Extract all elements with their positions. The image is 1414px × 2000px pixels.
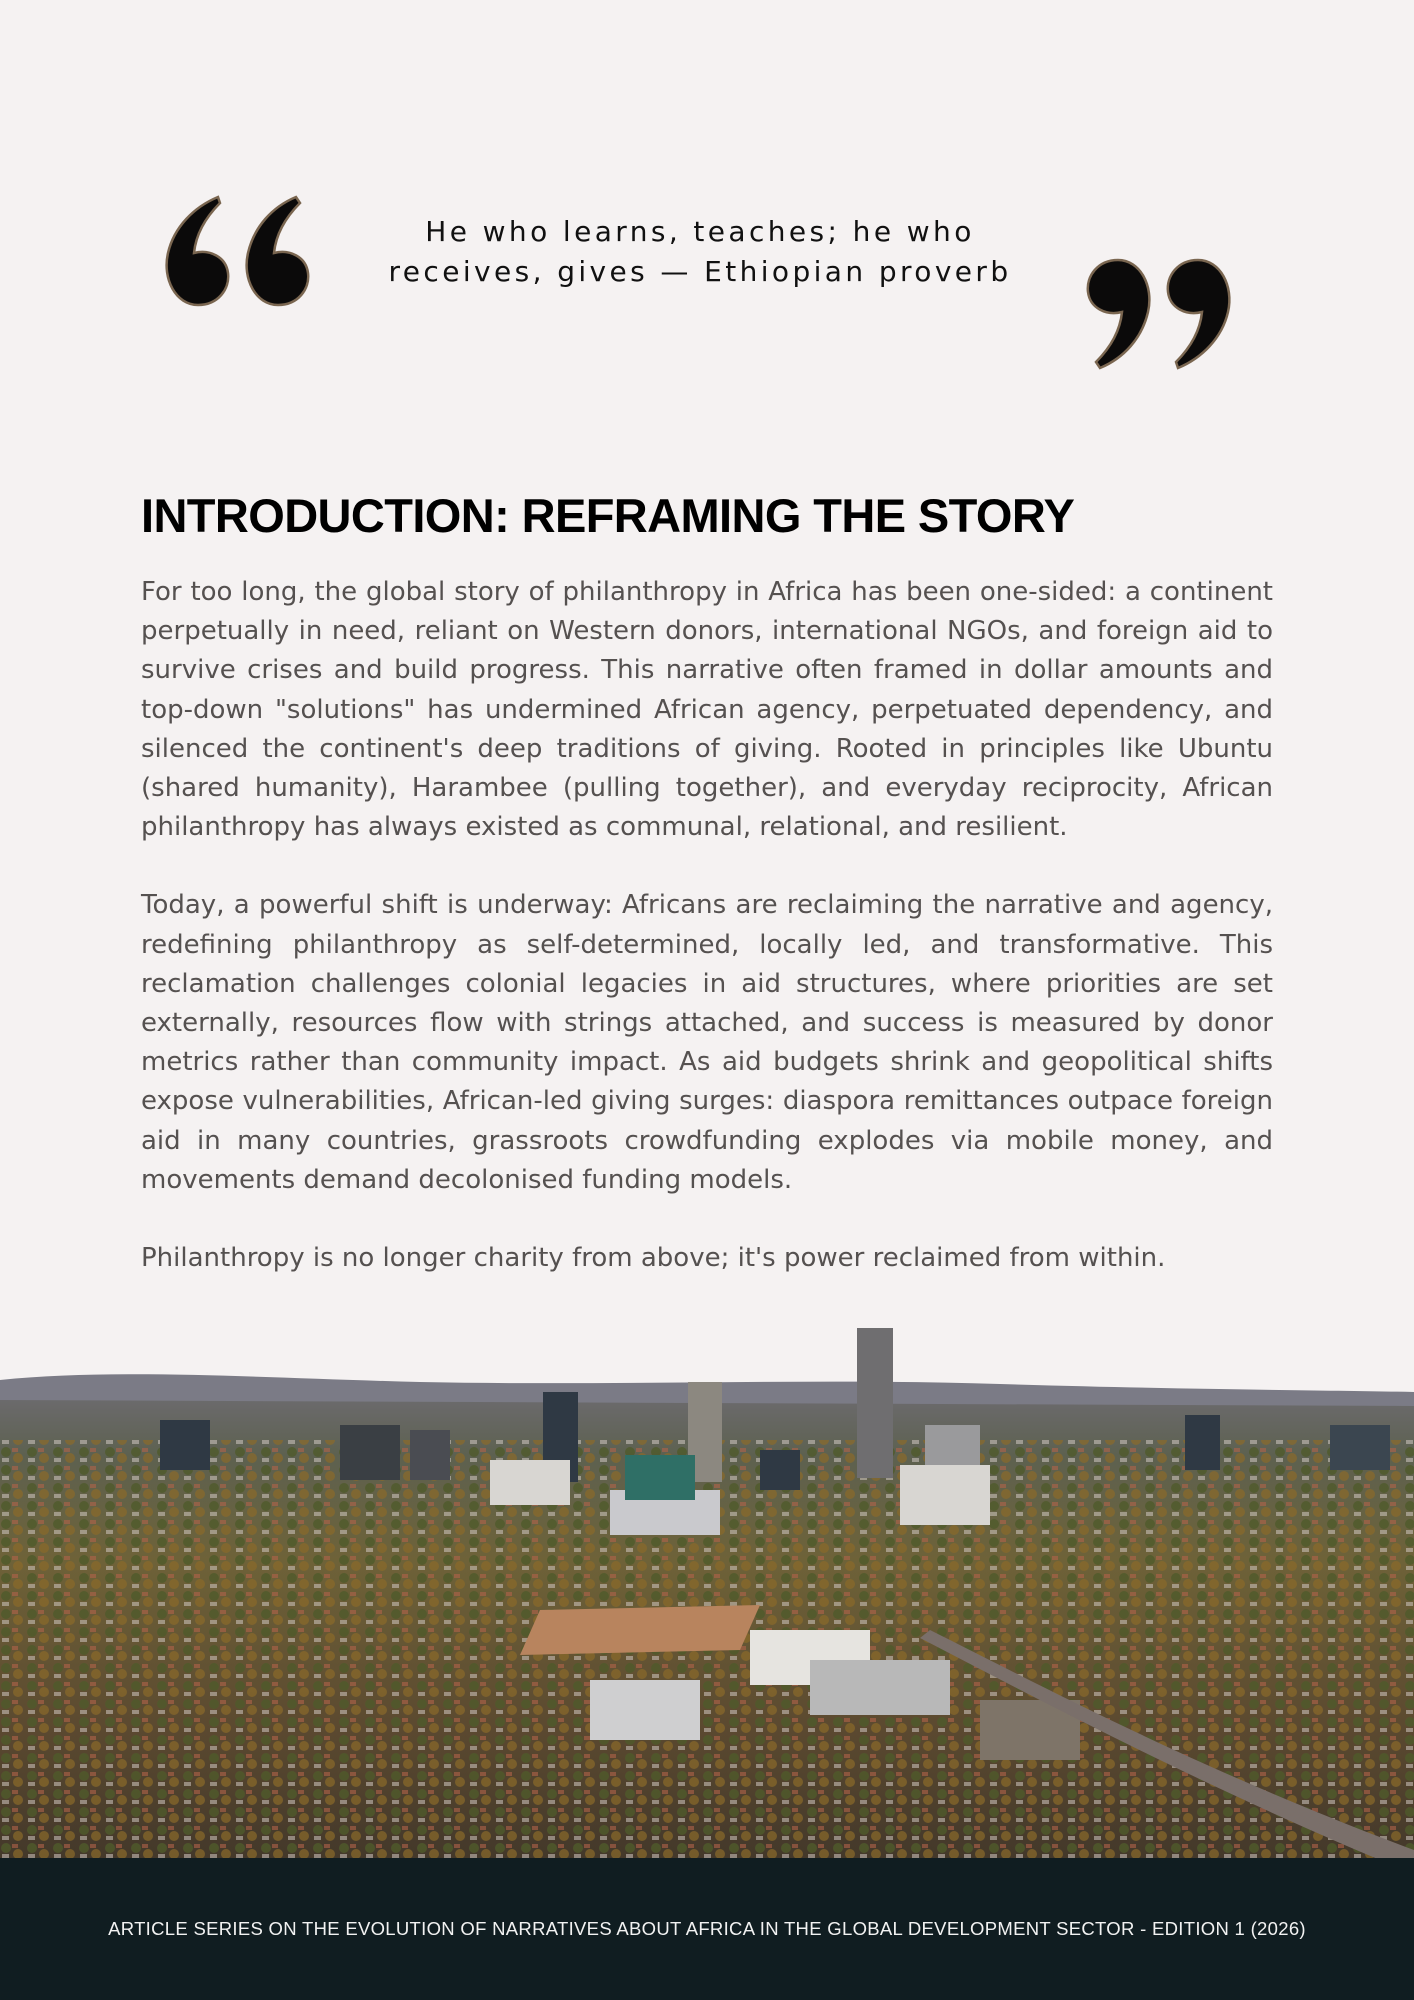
article-body [141,573,1273,1278]
open-quote-icon [158,195,318,310]
proverb-quote: He who learns, teaches; he who receives, gives — Ethiopian proverb [388,215,1012,288]
paragraph: Today, a powerful shift is underway: Africans are reclaiming the narrative and agency, redefining philanthropy as self-determined, locally led, and transformative. This reclamation challenges colonial legacies in aid structures, where priorities are set externally, resources flow with strings attached, and success is measured by donor metrics rather than community impact. As aid budgets shrink and geopolitical shifts expose vulnerabilities, African-led giving surges: diaspora remittances outpace foreign aid in many countries, grassroots crowdfunding explodes via mobile money, and movements demand decolonised funding models. [141,890,1273,1195]
footer-text: ARTICLE SERIES ON THE EVOLUTION OF NARRATIVES ABOUT AFRICA IN THE GLOBAL DEVELOPMENT SECTOR - EDITION 1 (2026) [108,1918,1306,1939]
paragraph: For too long, the global story of philanthropy in Africa has been one-sided: a continent perpetually in need, reliant on Western donors, international NGOs, and foreign aid to survive crises and build progress. This narrative often framed in dollar amounts and top-down "solutions" has undermined African agency, perpetuated dependency, and silenced the continent's deep traditions of giving. Rooted in principles like Ubuntu (shared humanity), Harambee (pulling together), and everyday reciprocity, African philanthropy has always existed as communal, relational, and resilient. [141,577,1273,843]
footer-banner [0,1858,1414,2000]
close-quote-icon [1078,255,1238,370]
section-heading: INTRODUCTION: REFRAMING THE STORY [141,489,1075,542]
city-skyline-image [0,1320,1414,1860]
closing-paragraph: Philanthropy is no longer charity from above; it's power reclaimed from within. [141,1243,1166,1274]
